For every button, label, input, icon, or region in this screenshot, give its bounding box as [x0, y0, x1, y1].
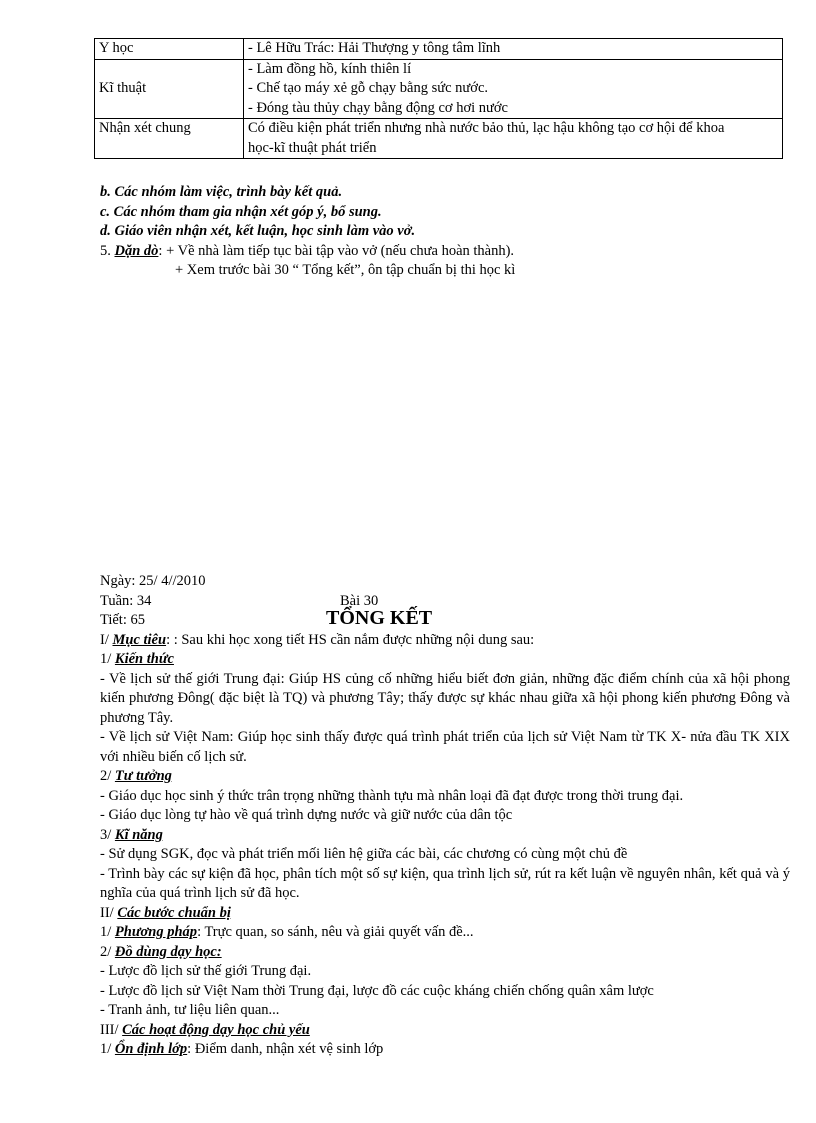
table-row: [95, 59, 783, 119]
knowledge-paragraph: - Về lịch sử thế giới Trung đại: Giúp HS củng cố những hiểu biết đơn giản, những đặc điểm chính của xã hội phong kiến phương Đông( đặc biệt là TQ) và phương Tây; thấy được sự khác nhau giữa xã hội phong kiến phương Đông và phương Tây.: [100, 670, 790, 726]
section-label: Các hoạt động dạy học chủ yếu: [122, 1021, 310, 1038]
table-line: Có điều kiện phát triển nhưng nhà nước bảo thủ, lạc hậu không tạo cơ hội để khoa: [248, 120, 725, 136]
table-row: [95, 119, 783, 159]
subsection-label: Ổn định lớp: [114, 1041, 188, 1057]
skills-heading: [100, 826, 790, 846]
subsection-number: 2/: [100, 768, 115, 784]
table-row: [95, 39, 783, 60]
attitude-paragraph: - Giáo dục lòng tự hào về quá trình dựng nước và giữ nước của dân tộc: [100, 807, 513, 823]
subsection-number: 1/: [100, 1041, 115, 1057]
date-line: [100, 572, 790, 592]
preparation-heading: [100, 904, 790, 924]
homework-separator: :: [158, 242, 167, 259]
subsection-label: Tư tưởng: [114, 768, 172, 784]
homework-label: Dặn dò: [114, 242, 159, 259]
homework-line-1: [100, 242, 790, 262]
table-line: - Lê Hữu Trác: Hải Thượng y tông tâm lĩnh: [248, 40, 501, 56]
section-label: Mục tiêu: [112, 631, 167, 648]
materials-item: - Lược đồ lịch sử thế giới Trung đại.: [100, 963, 312, 979]
skills-paragraph: - Sử dụng SGK, đọc và phát triển mối liên hệ giữa các bài, các chương có cùng một chủ đề: [100, 846, 628, 862]
section-prefix: III/: [100, 1021, 123, 1038]
materials-heading: [100, 943, 790, 963]
activity-steps: [100, 183, 790, 281]
section-prefix: II/: [100, 904, 118, 921]
subsection-label: Phương pháp: [114, 924, 198, 940]
materials-item: - Lược đồ lịch sử Việt Nam thời Trung đại, lược đồ các cuộc kháng chiến chống quân xâm lược: [100, 982, 654, 999]
skills-paragraph: - Trình bày các sự kiện đã học, phân tích một số sự kiện, qua trình lịch sử, rút ra kết luận về nguyên nhân, kết quả và ý nghĩa của quá trình lịch sử đã học.: [100, 865, 790, 901]
subsection-number: 1/: [100, 651, 115, 667]
table-cell-content: [244, 119, 783, 159]
step-b: b. Các nhóm làm việc, trình bày kết quả.: [100, 184, 343, 200]
table-line: học-kĩ thuật phát triển: [248, 139, 377, 156]
table-cell-label: Kĩ thuật: [95, 59, 244, 119]
subsection-label: Đồ dùng dạy học:: [114, 943, 222, 960]
homework-line-2: + Xem trước bài 30 “ Tổng kết”, ôn tập chuẩn bị thi học kì: [175, 262, 516, 278]
method-line: [100, 923, 790, 943]
attitude-paragraph: - Giáo dục học sinh ý thức trân trọng những thành tựu mà nhân loại đã đạt được trong thời trung đại.: [100, 787, 684, 804]
lesson-title: TỔNG KẾT: [326, 607, 433, 629]
activities-heading: [100, 1021, 790, 1041]
table-cell-content: [244, 59, 783, 119]
table-cell-label: Y học: [95, 39, 244, 60]
subsection-label: Kiến thức: [114, 651, 174, 667]
lesson-plan: [100, 572, 790, 1060]
achievements-table: [94, 38, 783, 159]
lesson-week: Tuần: 34: [100, 592, 152, 609]
subsection-number: 3/: [100, 826, 115, 843]
class-stabilize-line: [100, 1040, 790, 1060]
step-c: c. Các nhóm tham gia nhận xét góp ý, bổ sung.: [100, 203, 382, 220]
subsection-number: 1/: [100, 924, 115, 940]
table-line: - Đóng tàu thủy chạy bằng động cơ hơi nước: [248, 99, 508, 116]
table-cell-label: Nhận xét chung: [95, 119, 244, 159]
lesson-number: Bài 30: [340, 592, 379, 609]
homework-text-1: + Về nhà làm tiếp tục bài tập vào vở (nếu chưa hoàn thành).: [166, 242, 515, 259]
section-label: Các bước chuẩn bị: [117, 904, 231, 921]
subsection-number: 2/: [100, 943, 115, 960]
subsection-label: Kĩ năng: [114, 826, 163, 843]
homework-number: 5.: [100, 242, 115, 259]
table-line: - Chế tạo máy xẻ gỗ chạy bằng sức nước.: [248, 80, 489, 96]
lesson-date: Ngày: 25/ 4//2010: [100, 573, 206, 589]
attitude-heading: [100, 767, 790, 787]
table-cell-content: [244, 39, 783, 60]
objectives-heading: [100, 631, 790, 651]
lesson-period: Tiết: 65: [100, 612, 145, 628]
section-prefix: I/: [100, 631, 113, 648]
period-line: [100, 607, 790, 631]
week-line: [100, 592, 790, 612]
step-d: d. Giáo viên nhận xét, kết luận, học sinh làm vào vở.: [100, 223, 416, 239]
subsection-text: : Trực quan, so sánh, nêu và giải quyết vấn đề...: [197, 924, 474, 940]
knowledge-heading: [100, 650, 790, 670]
knowledge-paragraph: - Về lịch sử Việt Nam: Giúp học sinh thấy được quá trình phát triển của lịch sử Việt Nam từ TK X- nửa đầu TK XIX với nhiều biến cố lịch sử.: [100, 729, 790, 765]
table-line: - Làm đồng hồ, kính thiên lí: [248, 60, 412, 77]
subsection-text: : Điểm danh, nhận xét vệ sinh lớp: [187, 1041, 384, 1057]
section-text: : : Sau khi học xong tiết HS cần nắm được những nội dung sau:: [166, 631, 535, 648]
materials-item: - Tranh ảnh, tư liệu liên quan...: [100, 1002, 280, 1018]
